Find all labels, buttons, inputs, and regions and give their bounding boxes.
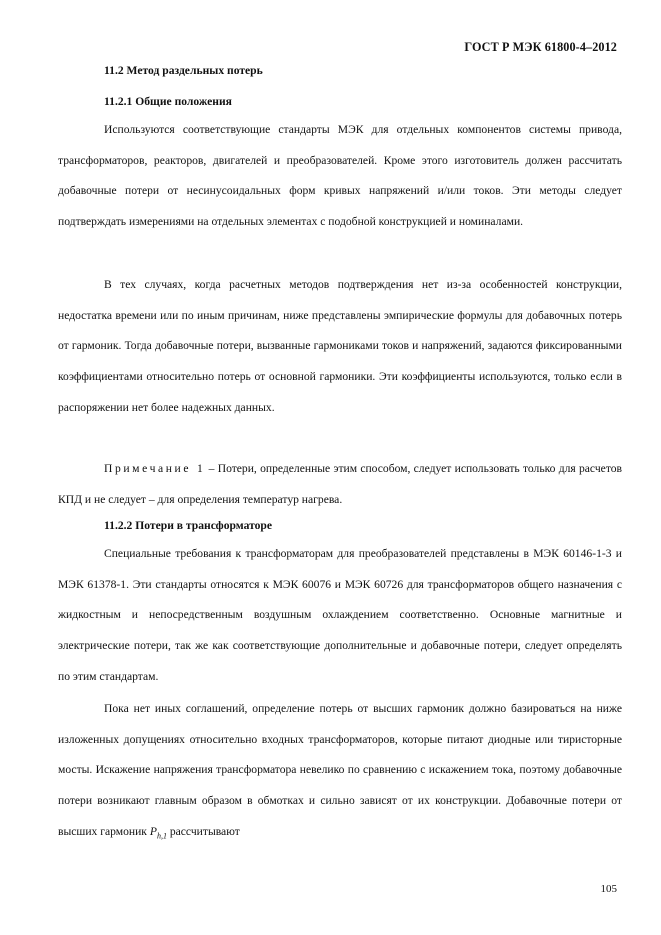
formula-symbol: P [149,824,157,838]
formula-subscript: h,1 [156,830,167,840]
paragraph-text-end: рассчитывают [166,824,240,838]
note-label: Примечание 1 [104,462,206,475]
document-header: ГОСТ Р МЭК 61800-4–2012 [464,40,617,54]
paragraph-11-2-1-2: В тех случаях, когда расчетных методов подтверждения нет из-за особенностей конструкции, недостатка времени или по иным причинам, ниже представлены эмпирические формулы для добавочных потерь от гармоник. Тогда добавочные потери, вызванные гармониками токов и напряжений, задаются фиксированными коэффициентами относительно потерь от основной гармоники. Эти коэффициенты используются, только если в распоряжении нет более надежных данных. [58,278,622,414]
note-text: – Потери, определенные этим способом, следует использовать только для расчетов КПД и не следует – для определения температур нагрева. [58,462,623,506]
section-heading-11-2: 11.2 Метод раздельных потерь [104,64,263,77]
formula-p-h1 [150,825,167,838]
page-number: 105 [600,883,617,895]
section-heading-11-2-1: 11.2.1 Общие положения [104,95,232,108]
paragraph-11-2-2-1: Специальные требования к трансформаторам для преобразователей представлены в МЭК 60146-1-3 и МЭК 61378-1. Эти стандарты относятся к МЭК 60076 и МЭК 60726 для трансформаторов общего назначения с жидкостным и непосредственным воздушным охлаждением соответственно. Основные магнитные и электрические потери, так же как соответствующие дополнительные и добавочные потери, следует определять по этим стандартам. [58,547,622,683]
section-heading-11-2-2: 11.2.2 Потери в трансформаторе [104,519,273,532]
paragraph-11-2-1-1: Используются соответствующие стандарты МЭК для отдельных компонентов системы привода, трансформаторов, реакторов, двигателей и преобразователей. Кроме этого изготовитель должен рассчитать добавочные потери от несинусоидальных форм кривых напряжений и/или токов. Эти методы следует подтверждать измерениями на отдельных элементах с подобной конструкцией и номиналами. [58,123,622,228]
note-paragraph [58,454,622,515]
paragraph-11-2-2-2 [58,694,622,852]
paragraph-text: Пока нет иных соглашений, определение потерь от высших гармоник должно базироваться на ниже изложенных допущениях относительно входных трансформаторов, которые питают диодные или тиристорные мосты. Искажение напряжения трансформатора невелико по сравнению с искажением тока, поэтому добавочные потери возникают главным образом в обмотках и сильно зависят от их конструкции. Добавочные потери от высших гармоник [58,702,622,838]
